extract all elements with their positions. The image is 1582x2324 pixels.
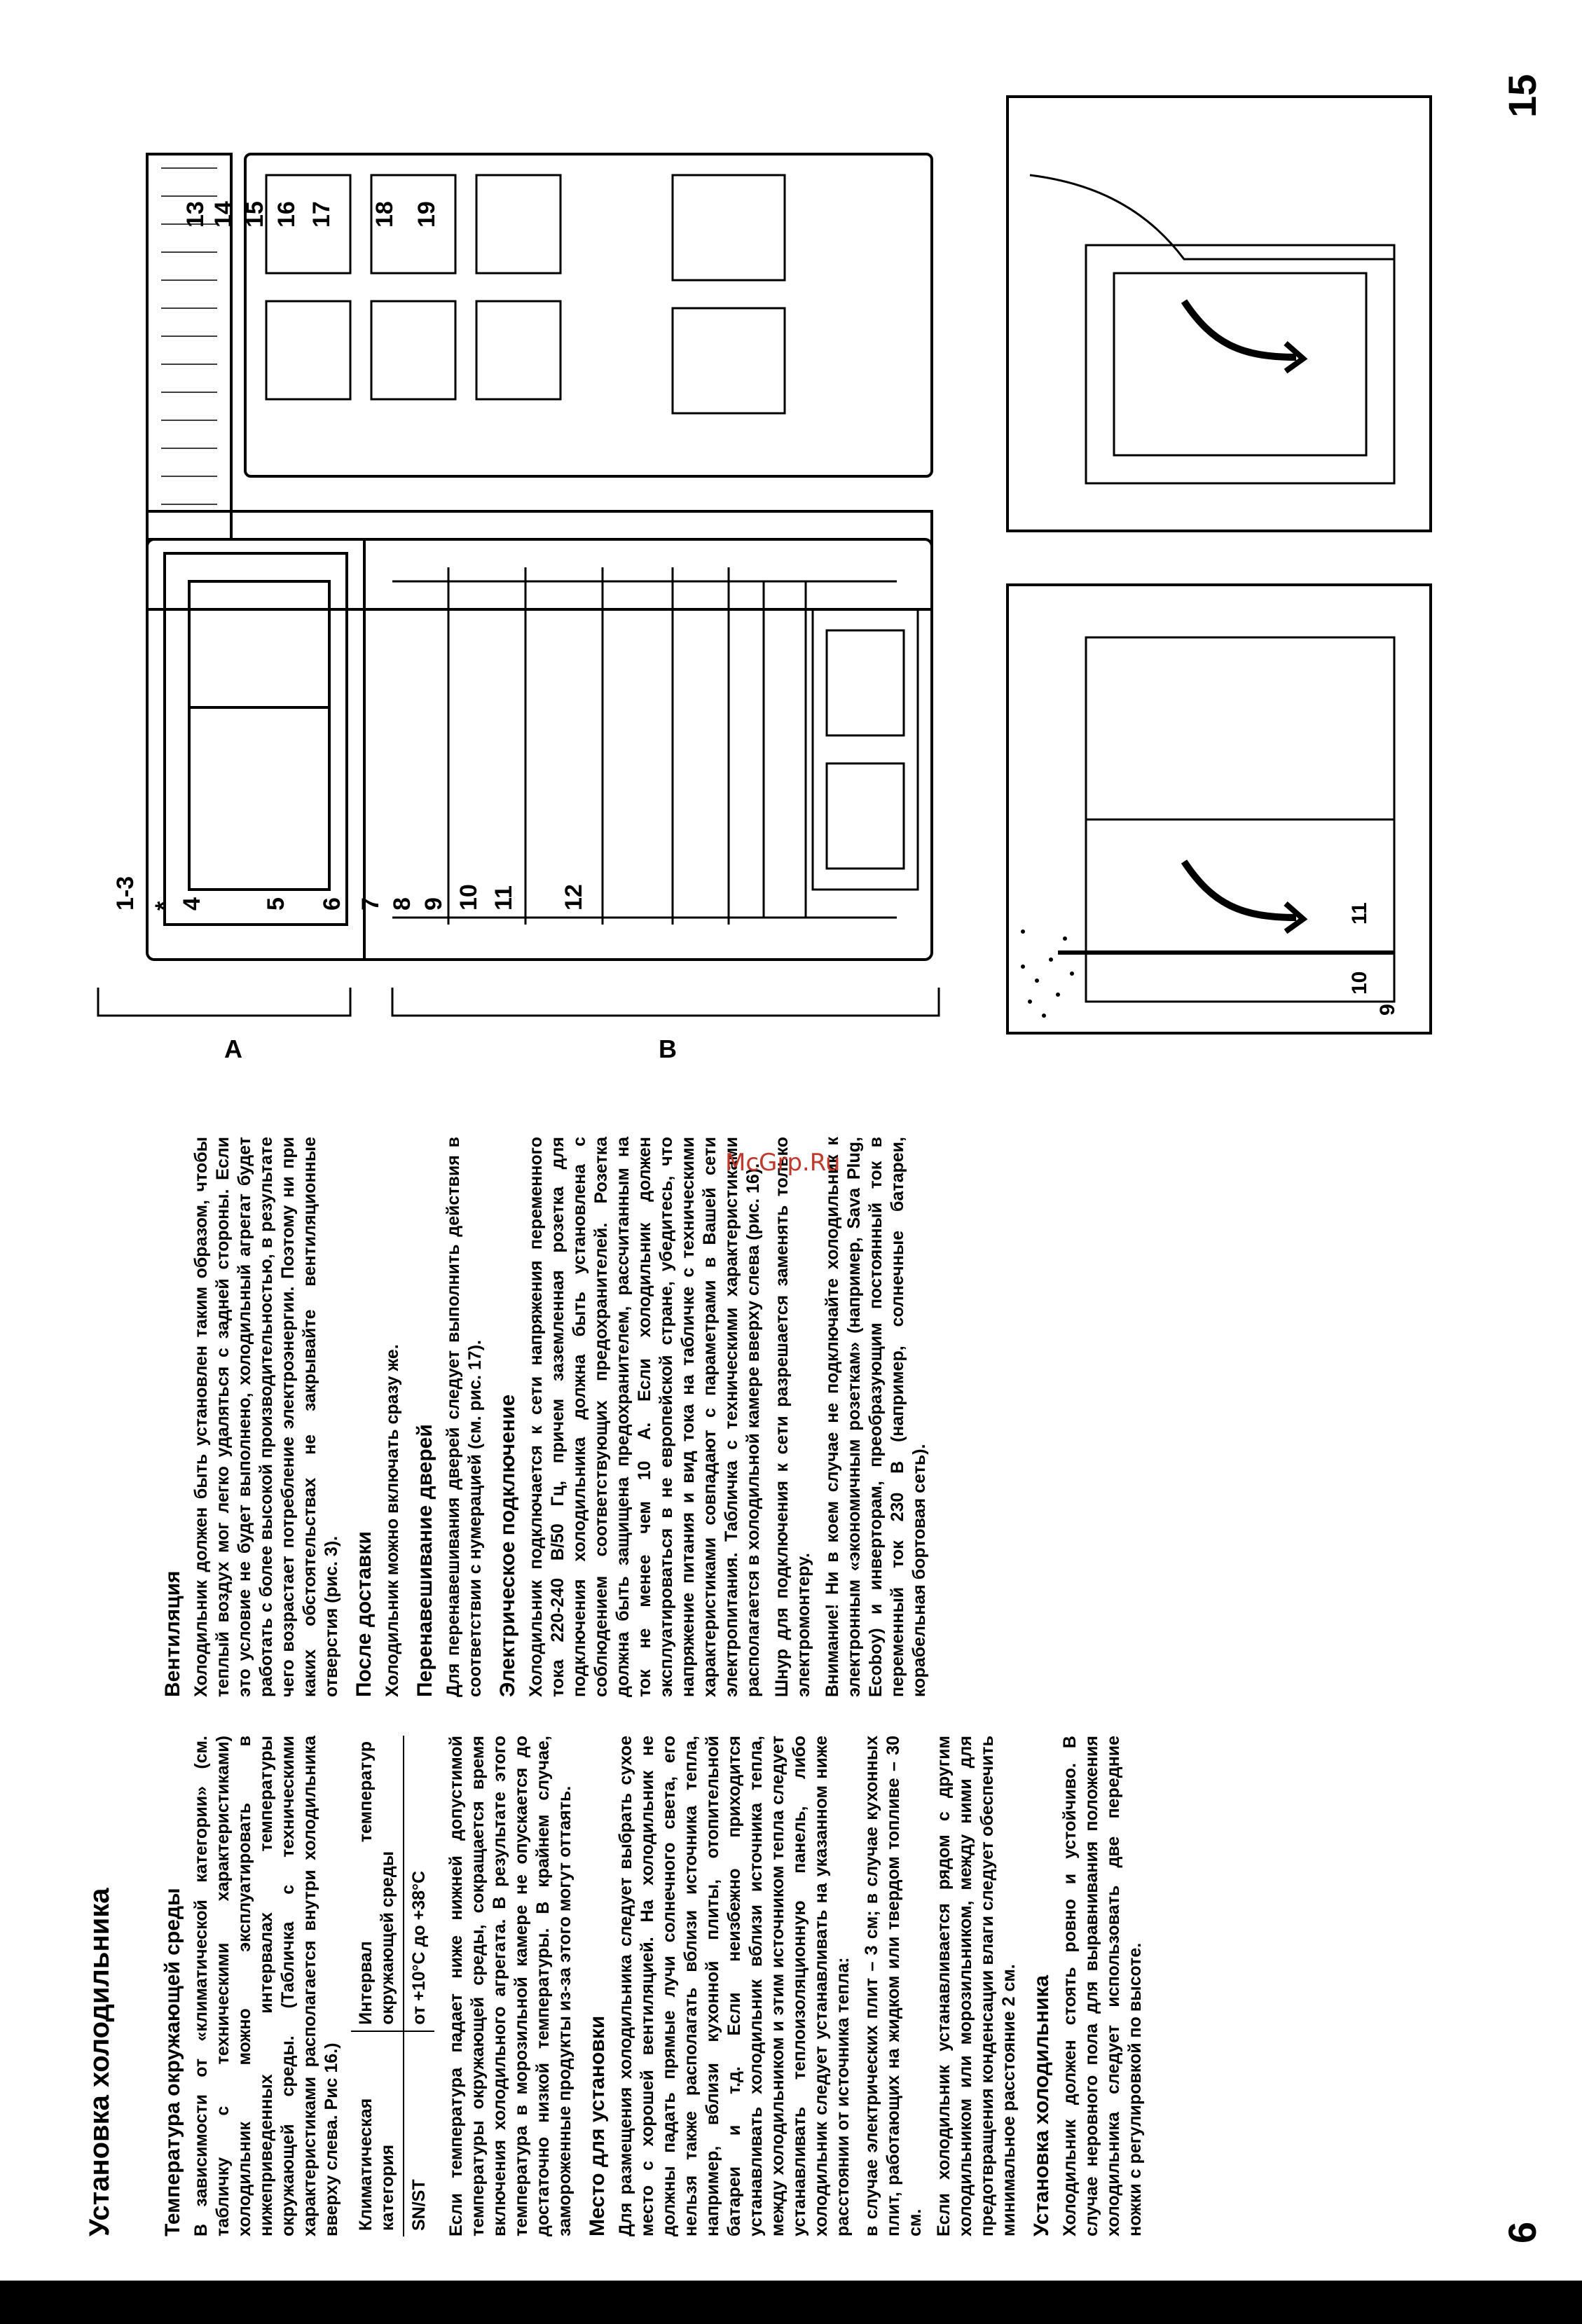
table-row [351,1736,404,2236]
table-cell: от +10°С до +38°С [409,1870,429,2025]
paragraph: Холодильник должен стоять ровно и устойчиво. В случае неровного пола для выравнивания положения холодильника следует использовать две передние ножки с регулировкой по высоте. [1060,1736,1145,2236]
callout-number: 14 [210,201,237,228]
callout-number: 10 [455,884,482,911]
section-a-label: A [224,1035,242,1063]
table-header-cell: Интервал температур окружающей среды [351,1736,404,2031]
table-cell: SN/ST [404,2031,434,2236]
fridge-cabinet-body [147,539,932,960]
paragraph: Шнур для подключения к сети разрешается заменять только электромонтеру. [772,1137,813,1697]
text-column-2 [161,1137,937,1697]
heading-after-delivery: После доставки [352,1531,376,1697]
paragraph: В зависимости от «климатической категории» (см. табличку с техническими характеристиками) холодильник можно эксплуатировать в нижеприведенных интервалах температуры окружающей среды. (Табличка с техническими характеристиками располагается внутри холодильника вверху слева. Рис 16.) [191,1736,341,2236]
callout-number: 13 [182,201,209,228]
callout-number: 7 [357,897,384,911]
fridge-cabinet-top [147,511,932,609]
page-number-right: 15 [1500,74,1544,118]
detail-label-11: 11 [1348,902,1371,925]
detail-label-10: 10 [1348,971,1371,995]
paragraph: Холодильник можно включать сразу же. [383,1344,402,1697]
callout-number: * [151,901,177,911]
heading-door-reversal: Перенавешивание дверей [413,1424,436,1697]
callout-number: 6 [319,897,345,911]
heading-ventilation: Вентиляция [161,1570,184,1697]
callout-number: 1-3 [112,876,139,911]
callout-number: 16 [273,201,300,228]
heading-location: Место для установки [586,2015,609,2236]
text-column-1 [161,1736,1153,2236]
callout-number: 5 [263,897,289,911]
page-number-left: 6 [1500,2221,1544,2243]
paragraph: Холодильник должен быть установлен таким образом, чтобы теплый воздух мог легко удаляться с задней стороны. Если это условие не будет выполнено, холодильный агрегат будет работать с более высокой производительностью, в результате чего возрастает потребление электроэнергии. Поэтому ни при каких обстоятельствах не закрывайте вентиляционные отверстия (рис. 3). [191,1137,341,1697]
bracket-a [98,988,350,1016]
callout-number: 17 [308,201,335,228]
paragraph: в случае электрических плит – 3 см; в случае кухонных плит, работающих на жидком или твердом топливе – 30 см. [862,1736,925,2236]
callout-number: 9 [420,897,447,911]
callout-number: 15 [242,201,268,228]
heading-installation: Установка холодильника [1030,1974,1053,2236]
callout-number: 8 [389,897,415,911]
detail-figure-right [1002,91,1436,1051]
table-header-cell: Климатическая категория [351,2031,404,2236]
callout-number: 18 [371,201,398,228]
fridge-door [245,154,932,476]
paragraph: Холодильник подключается к сети напряжения переменного тока 220-240 В/50 Гц, причем заземленная розетка для подключения холодильника должна быть установлена с соблюдением соответствующих предохранителей. Розетка должна быть защищена предохранителем, рассчитанным на ток не менее чем 10 А. Если холодильник должен эксплуатироваться в не европейской стране, убедитесь, что напряжение питания и вид тока на табличке с техническими характеристиками совпадают с параметрами в Вашей сети электропитания. Табличка с техническими характеристиками располагается в холодильной камере вверху слева (рис. 16). [526,1137,763,1697]
paragraph: Если температура падает ниже нижней допустимой температуры окружающей среды, сокращается время включения холодильного агрегата. В результате этого температура в морозильной камере не опускается до достаточно низкой температуры. В крайнем случае, замороженные продукты из-за этого могут оттаять. [446,1736,575,2236]
watermark: McGrp.Ru [725,1149,841,1177]
callout-number: 11 [490,885,517,911]
heading-electrical: Электрическое подключение [496,1394,519,1697]
callout-number: 4 [179,897,205,911]
paragraph: Для размещения холодильника следует выбрать сухое место с хорошей вентиляцией. На холодильник не должны падать прямые лучи солнечного света, его нельзя также располагать вблизи источника тепла, например, вблизи кухонной плиты, отопительной батареи и т.д. Если неизбежно приходится устанавливать холодильник вблизи источника тепла, между холодильником и этим источником тепла следует устанавливать теплоизоляционную панель, либо холодильник следует устанавливать на указанном ниже расстоянии от источника тепла: [616,1736,853,2236]
paragraph: Для перенавешивания дверей следует выполнить действия в соответствии с нумерацией (см. рис. 17). [443,1137,485,1697]
callout-number: 19 [413,201,440,228]
table-row [404,1736,434,2236]
paragraph: Если холодильник устанавливается рядом с другим холодильником или морозильником, между ними для предотвращения конденсации влаги следует обеспечить минимальное расстояние 2 см. [934,1736,1019,2236]
climate-class-table [351,1736,434,2236]
detail-label-9: 9 [1376,1004,1399,1016]
section-b-label: B [659,1035,677,1063]
bracket-b [392,988,939,1016]
main-title: Установка холодильника [84,1888,115,2236]
paragraph: Внимание! Ни в коем случае не подключайте холодильник к электронным «экономичным розеткам» (например, Sava Plug, Ecoboy) и инверторам, преобразующим постоянный ток в переменный ток 230 В (например, солнечные батареи, корабельная бортовая сеть). [823,1137,929,1697]
heading-ambient-temp: Температура окружающей среды [161,1888,184,2236]
callout-number: 12 [560,884,587,911]
